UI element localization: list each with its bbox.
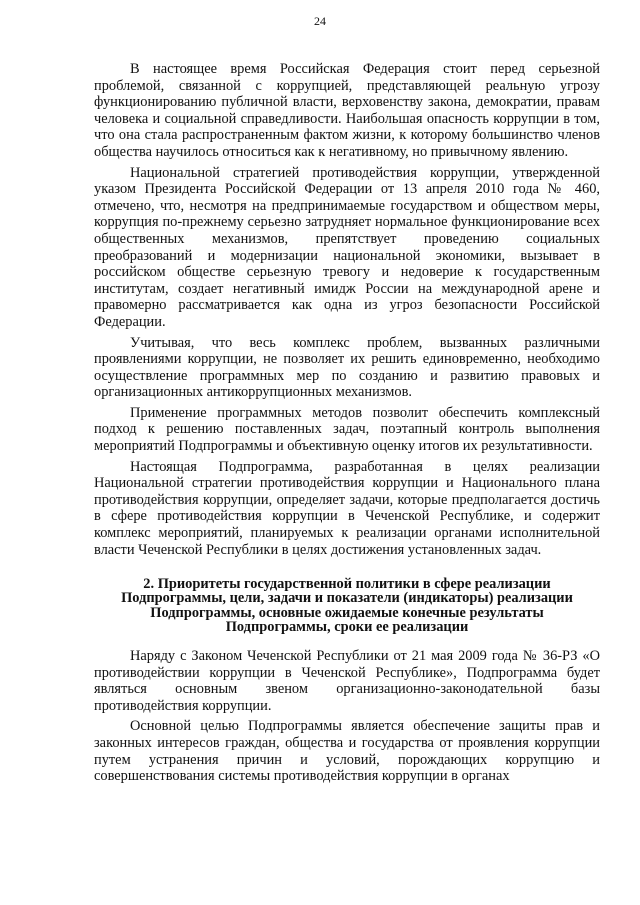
paragraph-program-measures: Учитывая, что весь комплекс проблем, вызванных различными проявлениями коррупции, не позволяет их решить единовременно, необходимо осуществление программных мер по созданию и развитию правовых и организационных антикоррупционных механизмов.: [94, 334, 600, 401]
section-heading-line: 2. Приоритеты государственной политики в сфере реализации: [143, 576, 551, 593]
paragraph-program-methods: Применение программных методов позволит обеспечить комплексный подход к решению поставленных задач, поэтапный контроль выполнения мероприятий Подпрограммы и объективную оценку итогов их результативности.: [94, 404, 600, 455]
section-heading: [94, 577, 600, 634]
section-heading-line: Подпрограммы, цели, задачи и показатели (индикаторы) реализации: [121, 590, 573, 607]
section-heading-line: Подпрограммы, основные ожидаемые конечные результаты: [150, 604, 544, 621]
paragraph-corruption-problem: В настоящее время Российская Федерация стоит перед серьезной проблемой, связанной с коррупцией, представляющей реальную угрозу функционированию публичной власти, верховенству закона, демократии, правам человека и социальной справедливости. Наибольшая опасность коррупции в том, что она стала распространенным фактом жизни, к которому большинство членов общества научилось относиться как к негативному, но привычному явлению.: [94, 61, 600, 160]
paragraph-main-goal: Основной целью Подпрограммы является обеспечение защиты прав и законных интересов граждан, общества и государства от проявления коррупции путем устранения причин и условий, порождающих коррупцию и совершенствования системы противодействия коррупции в органах: [94, 718, 600, 785]
paragraph-regional-law: Наряду с Законом Чеченской Республики от 21 мая 2009 года № 36-РЗ «О противодействии коррупции в Чеченской Республике», Подпрограмма будет являться основным звеном организационно-законодательной базы противодействия коррупции.: [94, 648, 600, 714]
page-content: [94, 61, 600, 785]
page-number: 24: [314, 14, 326, 28]
paragraph-national-strategy: Национальной стратегией противодействия коррупции, утвержденной указом Президента Российской Федерации от 13 апреля 2010 года № 460, отмечено, что, несмотря на предпринимаемые государством и обществом меры, коррупция по-прежнему серьезно затрудняет нормальное функционирование всех общественных механизмов, препятствует проведению социальных преобразований и модернизации национальной экономики, вызывает в российском обществе серьезную тревогу и недоверие к государственным институтам, создает негативный имидж России на международной арене и правомерно рассматривается как одна из угроз безопасности Российской Федерации.: [94, 164, 600, 330]
section-heading-line: Подпрограммы, сроки ее реализации: [225, 618, 469, 635]
paragraph-subprogram-purpose: Настоящая Подпрограмма, разработанная в целях реализации Национальной стратегии противодействия коррупции и Национального плана противодействия коррупции, определяет задачи, которые предполагается достичь в сфере противодействия коррупции в Чеченской Республике, и содержит комплекс мероприятий, планируемых к реализации органами исполнительной власти Чеченской Республики в целях достижения установленных задач.: [94, 458, 600, 558]
